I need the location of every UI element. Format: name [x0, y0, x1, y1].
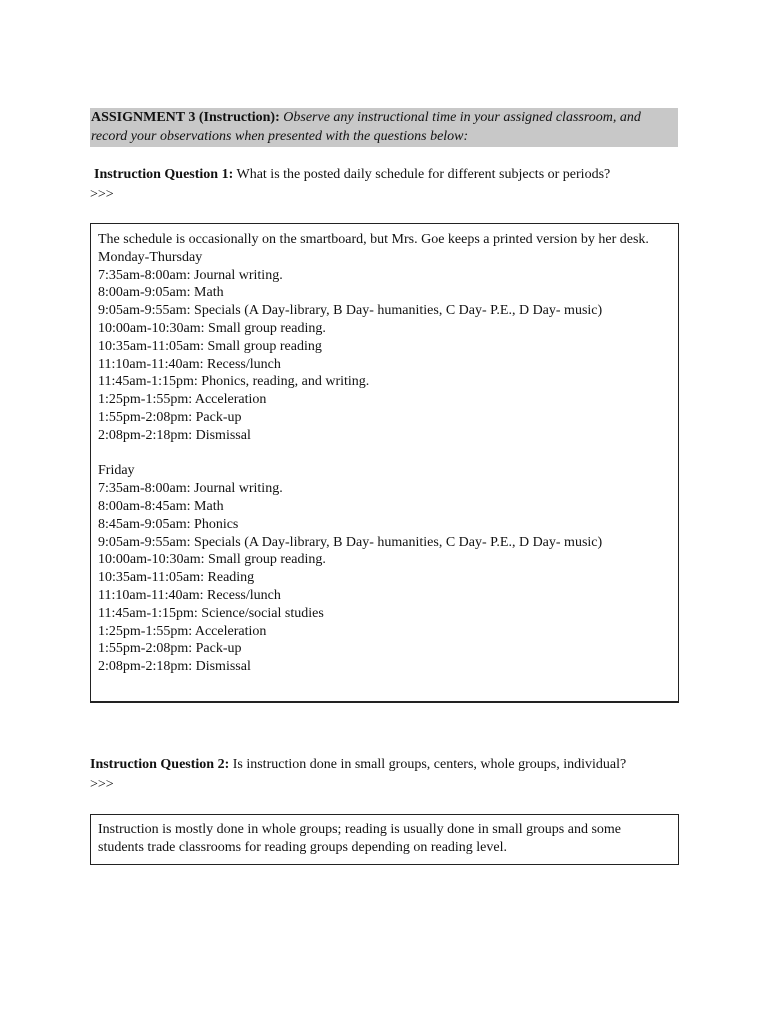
schedule-line: 8:00am-9:05am: Math [98, 285, 224, 301]
assignment-instructions: Observe any instructional time in your assigned classroom, and record your observations when presented with the questions below: [91, 110, 641, 144]
schedule-line [98, 445, 670, 463]
question-2-prompt: >>> [90, 777, 114, 792]
question-2-text: Is instruction done in small groups, centers, whole groups, individual? [232, 757, 627, 772]
schedule-line: 10:35am-11:05am: Small group reading [98, 338, 322, 354]
question-1-text: What is the posted daily schedule for different subjects or periods? [236, 167, 611, 182]
schedule-line: 9:05am-9:55am: Specials (A Day-library, B Day- humanities, C Day- P.E., D Day- music) [98, 534, 603, 550]
schedule-line: Friday [98, 463, 135, 479]
schedule-line: 1:25pm-1:55pm: Acceleration [98, 623, 267, 639]
schedule-line: 11:10am-11:40am: Recess/lunch [98, 356, 281, 372]
schedule-line: 10:00am-10:30am: Small group reading. [98, 552, 326, 568]
schedule-line: 1:25pm-1:55pm: Acceleration [98, 392, 267, 408]
assignment-header [90, 108, 678, 147]
question-1 [90, 165, 690, 205]
question-1-label: Instruction Question 1: [94, 167, 234, 182]
answer-2-text: Instruction is mostly done in whole groups; reading is usually done in small groups and some students trade classrooms for reading groups depending on reading level. [98, 822, 621, 855]
schedule-line: 8:45am-9:05am: Phonics [98, 516, 239, 532]
question-2 [90, 755, 690, 795]
assignment-label: ASSIGNMENT 3 (Instruction): [91, 110, 280, 125]
schedule-line: 2:08pm-2:18pm: Dismissal [98, 659, 251, 675]
schedule-line: 10:35am-11:05am: Reading [98, 570, 255, 586]
question-2-label: Instruction Question 2: [90, 757, 230, 772]
schedule-line: 7:35am-8:00am: Journal writing. [98, 267, 283, 283]
schedule-line: Monday-Thursday [98, 249, 203, 265]
schedule-line: 11:45am-1:15pm: Science/social studies [98, 605, 324, 621]
schedule-line: 8:00am-8:45am: Math [98, 498, 224, 514]
schedule-line: 7:35am-8:00am: Journal writing. [98, 481, 283, 497]
schedule-line: 9:05am-9:55am: Specials (A Day-library, B Day- humanities, C Day- P.E., D Day- music) [98, 303, 603, 319]
question-1-prompt: >>> [90, 187, 114, 202]
schedule-line: 1:55pm-2:08pm: Pack-up [98, 641, 242, 657]
schedule-line: 11:45am-1:15pm: Phonics, reading, and writing. [98, 374, 370, 390]
schedule-line: 10:00am-10:30am: Small group reading. [98, 320, 326, 336]
schedule-line: 11:10am-11:40am: Recess/lunch [98, 587, 281, 603]
answer-box-2[interactable] [90, 814, 679, 865]
schedule-line: The schedule is occasionally on the smartboard, but Mrs. Goe keeps a printed version by her desk. [98, 232, 649, 247]
schedule-line: 2:08pm-2:18pm: Dismissal [98, 427, 251, 443]
answer-1-text [98, 231, 670, 676]
answer-box-1[interactable] [90, 223, 679, 703]
schedule-line: 1:55pm-2:08pm: Pack-up [98, 409, 242, 425]
